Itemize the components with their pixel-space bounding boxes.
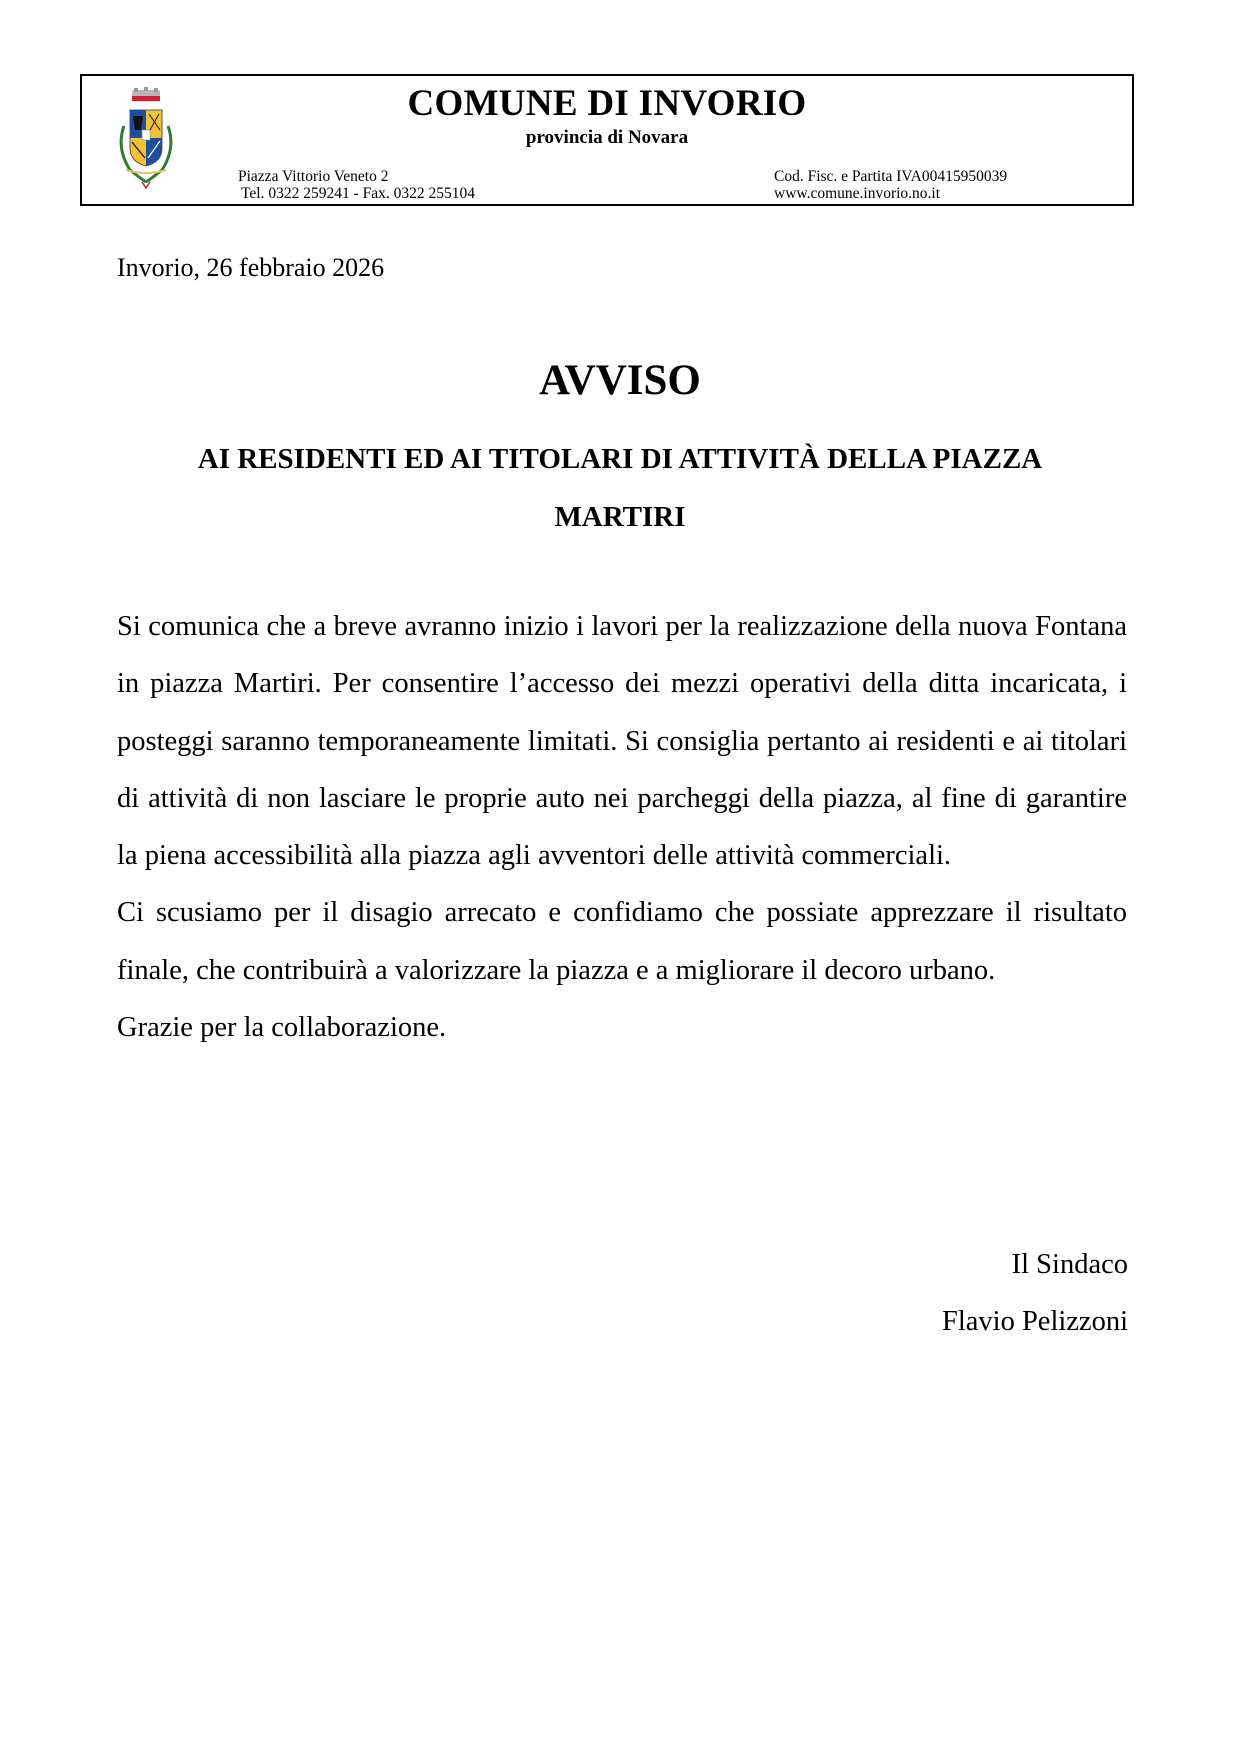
subtitle-line-1: AI RESIDENTI ED AI TITOLARI DI ATTIVITÀ DELLA PIAZZA xyxy=(197,443,1043,475)
notice-subtitle xyxy=(110,430,1130,546)
address: Piazza Vittorio Veneto 2 xyxy=(238,168,389,185)
contact-id-block xyxy=(774,168,1007,202)
municipality-name: COMUNE DI INVORIO xyxy=(407,83,807,124)
website-link[interactable]: www.comune.invorio.no.it xyxy=(774,185,941,202)
notice-title: AVVISO xyxy=(539,357,701,404)
province-name: provincia di Novara xyxy=(525,127,689,148)
tax-id: Cod. Fisc. e Partita IVA00415950039 xyxy=(774,168,1008,185)
body-paragraph-2: Ci scusiamo per il disagio arrecato e confidiamo che possiate apprezzare il risultato finale, che contribuirà a valorizzare la piazza e a migliorare il decoro urbano. xyxy=(117,897,1127,986)
body-paragraph-1: Si comunica che a breve avranno inizio i lavori per la realizzazione della nuova Fontana in piazza Martiri. Per consentire l’accesso dei mezzi operativi della ditta incaricata, i posteggi saranno temporaneamente limitati. Si consiglia pertanto ai residenti e ai titolari di attività di non lasciare le proprie auto nei parcheggi della piazza, al fine di garantire la piena accessibilità alla piazza agli avventori delle attività commerciali. xyxy=(117,611,1127,872)
subtitle-line-2: MARTIRI xyxy=(554,501,686,533)
notice-body xyxy=(117,598,1127,1056)
body-paragraph-3: Grazie per la collaborazione. xyxy=(117,1012,447,1044)
signature-role: Il Sindaco xyxy=(1011,1249,1128,1280)
letterhead xyxy=(80,74,1134,206)
signature-block xyxy=(942,1236,1128,1350)
phone-fax: Tel. 0322 259241 - Fax. 0322 255104 xyxy=(241,185,475,202)
signature-name: Flavio Pelizzoni xyxy=(941,1306,1128,1337)
contact-address-block xyxy=(238,168,475,202)
place-date: Invorio, 26 febbraio 2026 xyxy=(117,253,385,282)
